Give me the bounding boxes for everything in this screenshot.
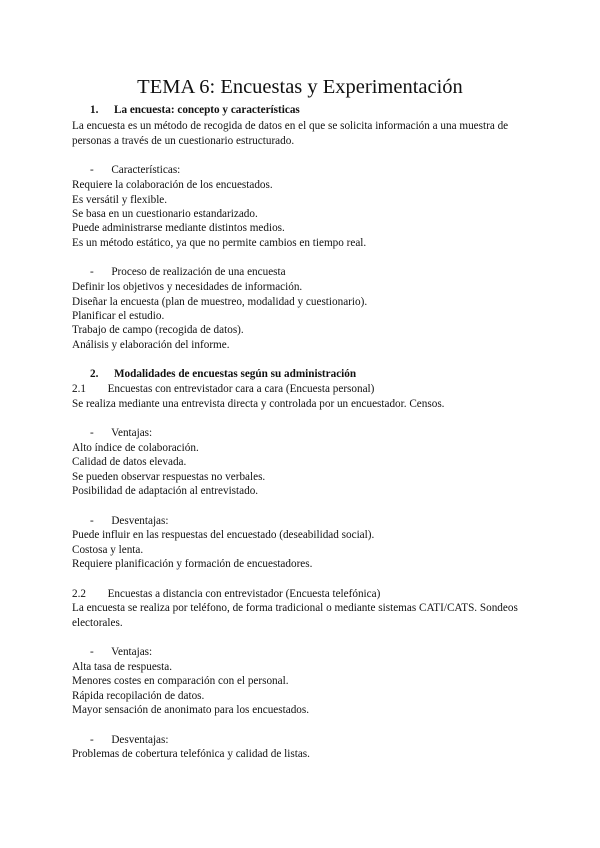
list-item: Alto índice de colaboración. bbox=[72, 442, 199, 454]
subsection-2-1-title: Encuestas con entrevistador cara a cara (Encuesta personal) bbox=[107, 383, 375, 395]
dash-marker: - bbox=[90, 266, 94, 278]
list-item: Problemas de cobertura telefónica y calidad de listas. bbox=[72, 748, 310, 760]
list-item: Diseñar la encuesta (plan de muestreo, modalidad y cuestionario). bbox=[72, 296, 368, 308]
list-item: Menores costes en comparación con el personal. bbox=[72, 675, 289, 687]
list-item: Rápida recopilación de datos. bbox=[72, 690, 205, 702]
caracteristicas-label bbox=[90, 163, 180, 177]
subsection-2-2-description-line-1: La encuesta se realiza por teléfono, de forma tradicional o mediante sistemas CATI/CATS. Sondeos bbox=[72, 602, 518, 614]
ventajas-label bbox=[90, 645, 152, 659]
section-1-title: La encuesta: concepto y características bbox=[113, 104, 300, 116]
dash-marker: - bbox=[90, 515, 94, 527]
desventajas-text: Desventajas: bbox=[111, 515, 169, 527]
subsection-2-1-heading bbox=[72, 382, 374, 396]
proceso-label bbox=[90, 265, 286, 279]
list-item: Trabajo de campo (recogida de datos). bbox=[72, 324, 244, 336]
subsection-2-2-number: 2.2 bbox=[72, 588, 86, 600]
section-2-number: 2. bbox=[90, 368, 99, 380]
ventajas-text: Ventajas: bbox=[111, 646, 153, 658]
subsection-2-1-number: 2.1 bbox=[72, 383, 86, 395]
subsection-2-2-heading bbox=[72, 587, 380, 601]
dash-marker: - bbox=[90, 427, 94, 439]
desventajas-label bbox=[90, 514, 169, 528]
list-item: Se pueden observar respuestas no verbales. bbox=[72, 471, 266, 483]
section-1-heading bbox=[90, 103, 300, 117]
section-1-intro-line-1: La encuesta es un método de recogida de datos en el que se solicita información a una muestra de bbox=[72, 120, 509, 132]
dash-marker: - bbox=[90, 646, 94, 658]
proceso-text: Proceso de realización de una encuesta bbox=[111, 266, 286, 278]
list-item: Análisis y elaboración del informe. bbox=[72, 339, 230, 351]
section-2-heading bbox=[90, 367, 356, 381]
list-item: Planificar el estudio. bbox=[72, 310, 165, 322]
list-item: Puede administrarse mediante distintos medios. bbox=[72, 222, 285, 234]
list-item: Se basa en un cuestionario estandarizado. bbox=[72, 208, 258, 220]
list-item: Calidad de datos elevada. bbox=[72, 456, 187, 468]
subsection-2-2-description-line-2: electorales. bbox=[72, 617, 123, 629]
desventajas-text: Desventajas: bbox=[111, 734, 169, 746]
section-1-number: 1. bbox=[90, 104, 99, 116]
list-item: Posibilidad de adaptación al entrevistado. bbox=[72, 485, 259, 497]
list-item: Costosa y lenta. bbox=[72, 544, 144, 556]
dash-marker: - bbox=[90, 734, 94, 746]
list-item: Es versátil y flexible. bbox=[72, 194, 168, 206]
ventajas-label bbox=[90, 426, 152, 440]
section-1-intro-line-2: personas a través de un cuestionario estructurado. bbox=[72, 135, 295, 147]
section-2-title: Modalidades de encuestas según su administración bbox=[113, 368, 357, 380]
list-item: Requiere planificación y formación de encuestadores. bbox=[72, 558, 313, 570]
list-item: Puede influir en las respuestas del encuestado (deseabilidad social). bbox=[72, 529, 375, 541]
list-item: Mayor sensación de anonimato para los encuestados. bbox=[72, 704, 310, 716]
dash-marker: - bbox=[90, 164, 94, 176]
page-title: TEMA 6: Encuestas y Experimentación bbox=[137, 76, 463, 98]
desventajas-label bbox=[90, 733, 169, 747]
list-item: Alta tasa de respuesta. bbox=[72, 661, 173, 673]
subsection-2-1-description: Se realiza mediante una entrevista directa y controlada por un encuestador. Censos. bbox=[72, 398, 445, 410]
ventajas-text: Ventajas: bbox=[111, 427, 153, 439]
list-item: Requiere la colaboración de los encuestados. bbox=[72, 179, 273, 191]
subsection-2-2-title: Encuestas a distancia con entrevistador (Encuesta telefónica) bbox=[107, 588, 381, 600]
list-item: Definir los objetivos y necesidades de información. bbox=[72, 281, 303, 293]
list-item: Es un método estático, ya que no permite cambios en tiempo real. bbox=[72, 237, 367, 249]
caracteristicas-text: Características: bbox=[111, 164, 181, 176]
